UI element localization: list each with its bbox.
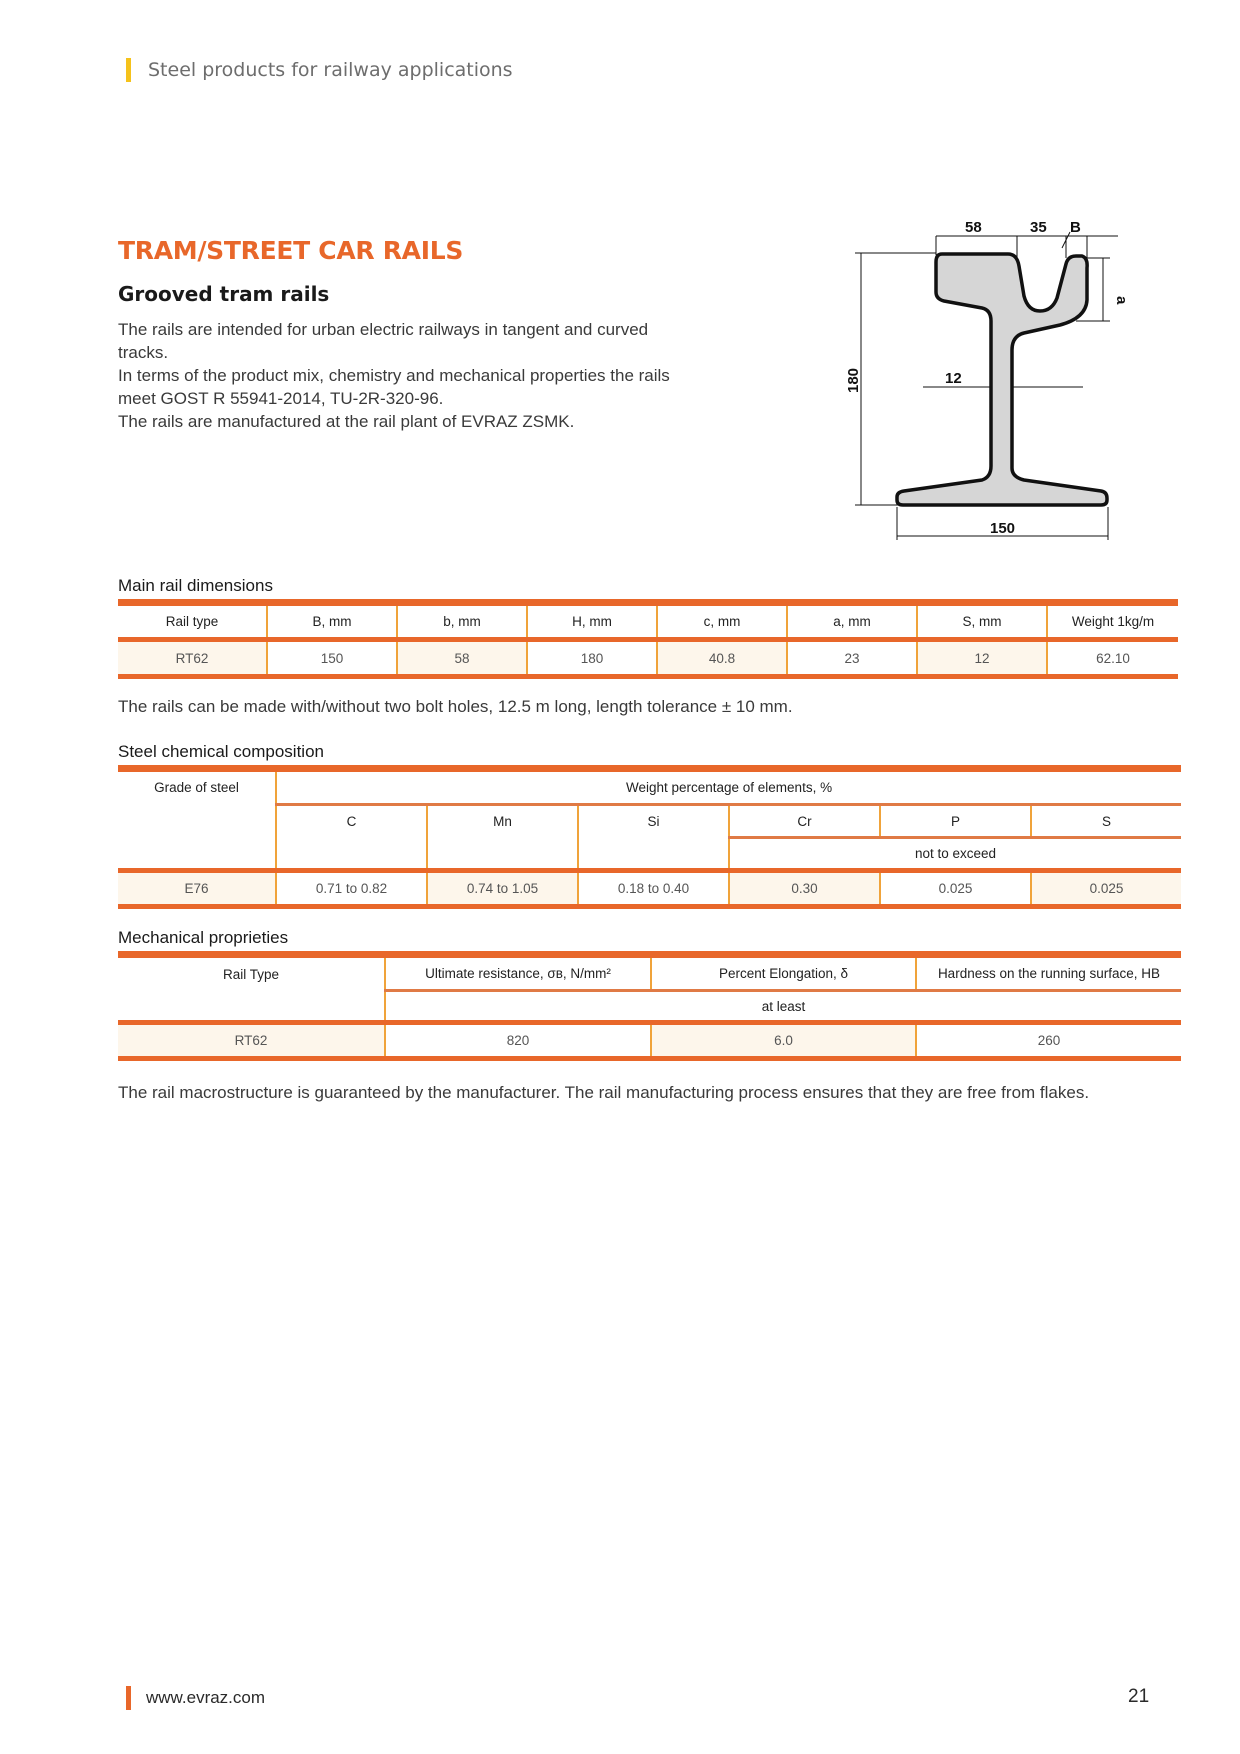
header-cell: H, mm [527,603,657,640]
cell: 0.74 to 1.05 [427,871,578,907]
table-row [118,640,1178,677]
header-cell: Rail Type [118,955,385,1023]
header-cell: Hardness on the running surface, HB [916,955,1181,991]
intro-text [118,318,678,433]
dimensions-note: The rails can be made with/without two bolt holes, 12.5 m long, length tolerance ± 10 mm. [118,697,793,716]
grade-header: Grade of steel [118,769,276,871]
chemical-table [118,765,1181,909]
header-accent-bar [126,58,131,82]
mechanical-table-title: Mechanical proprieties [118,928,289,947]
limit-note: not to exceed [729,838,1181,871]
header-cell: Percent Elongation, δ [651,955,916,991]
table-header-row [118,603,1178,640]
cell: 150 [267,640,397,677]
cell: 23 [787,640,917,677]
cell: 180 [527,640,657,677]
cell: 820 [385,1023,651,1059]
cell: RT62 [118,1023,385,1059]
dim-label-150: 150 [990,520,1016,537]
dim-label-35: 35 [1030,219,1047,236]
intro-paragraph: In terms of the product mix, chemistry and mechanical properties the rails meet GOST R 55941-2014, TU-2R-320-96. [118,366,670,408]
group-header: Weight percentage of elements, % [276,769,1181,805]
at-least-note: at least [385,991,1181,1023]
header-cell: Ultimate resistance, σв, N/mm² [385,955,651,991]
header-cell: b, mm [397,603,527,640]
table-row [118,871,1181,907]
header-cell: Rail type [118,603,267,640]
cell: 0.18 to 0.40 [578,871,729,907]
section-title: TRAM/STREET CAR RAILS [118,236,464,265]
cell: 6.0 [651,1023,916,1059]
cell: 62.10 [1047,640,1178,677]
dim-label-a: a [1113,296,1130,305]
dimensions-table [118,599,1178,679]
element-header: S [1031,805,1181,838]
dim-label-180: 180 [845,367,862,393]
header-cell: Weight 1kg/m [1047,603,1178,640]
element-header: Mn [427,805,578,871]
header-cell: B, mm [267,603,397,640]
dimensions-table-title: Main rail dimensions [118,576,273,595]
cell: 0.30 [729,871,880,907]
mechanical-table [118,951,1181,1061]
intro-paragraph: The rails are intended for urban electric railways in tangent and curved tracks. [118,320,649,362]
page-number: 21 [1128,1686,1150,1707]
element-header: P [880,805,1031,838]
chemical-table-title: Steel chemical composition [118,742,324,761]
running-title: Steel products for railway applications [148,59,513,81]
cell: 58 [397,640,527,677]
dim-label-58: 58 [965,219,982,236]
element-header: Si [578,805,729,871]
website-link[interactable]: www.evraz.com [146,1688,266,1707]
table-row [118,1023,1181,1059]
header-cell: a, mm [787,603,917,640]
section-subtitle: Grooved tram rails [118,282,330,306]
closing-note: The rail macrostructure is guaranteed by the manufacturer. The rail manufacturing process ensures that they are free from flakes. [118,1083,1090,1102]
rail-profile-diagram [840,210,1140,550]
element-header: Cr [729,805,880,838]
cell: 12 [917,640,1047,677]
cell: E76 [118,871,276,907]
cell: RT62 [118,640,267,677]
cell: 260 [916,1023,1181,1059]
cell: 0.025 [1031,871,1181,907]
header-cell: c, mm [657,603,787,640]
cell: 40.8 [657,640,787,677]
dim-label-12: 12 [945,370,962,387]
cell: 0.71 to 0.82 [276,871,427,907]
intro-paragraph: The rails are manufactured at the rail plant of EVRAZ ZSMK. [118,412,575,431]
rail-profile-shape [897,254,1107,505]
element-header: C [276,805,427,871]
dim-label-b: B [1070,219,1081,236]
footer-accent-bar [126,1686,131,1710]
header-cell: S, mm [917,603,1047,640]
cell: 0.025 [880,871,1031,907]
